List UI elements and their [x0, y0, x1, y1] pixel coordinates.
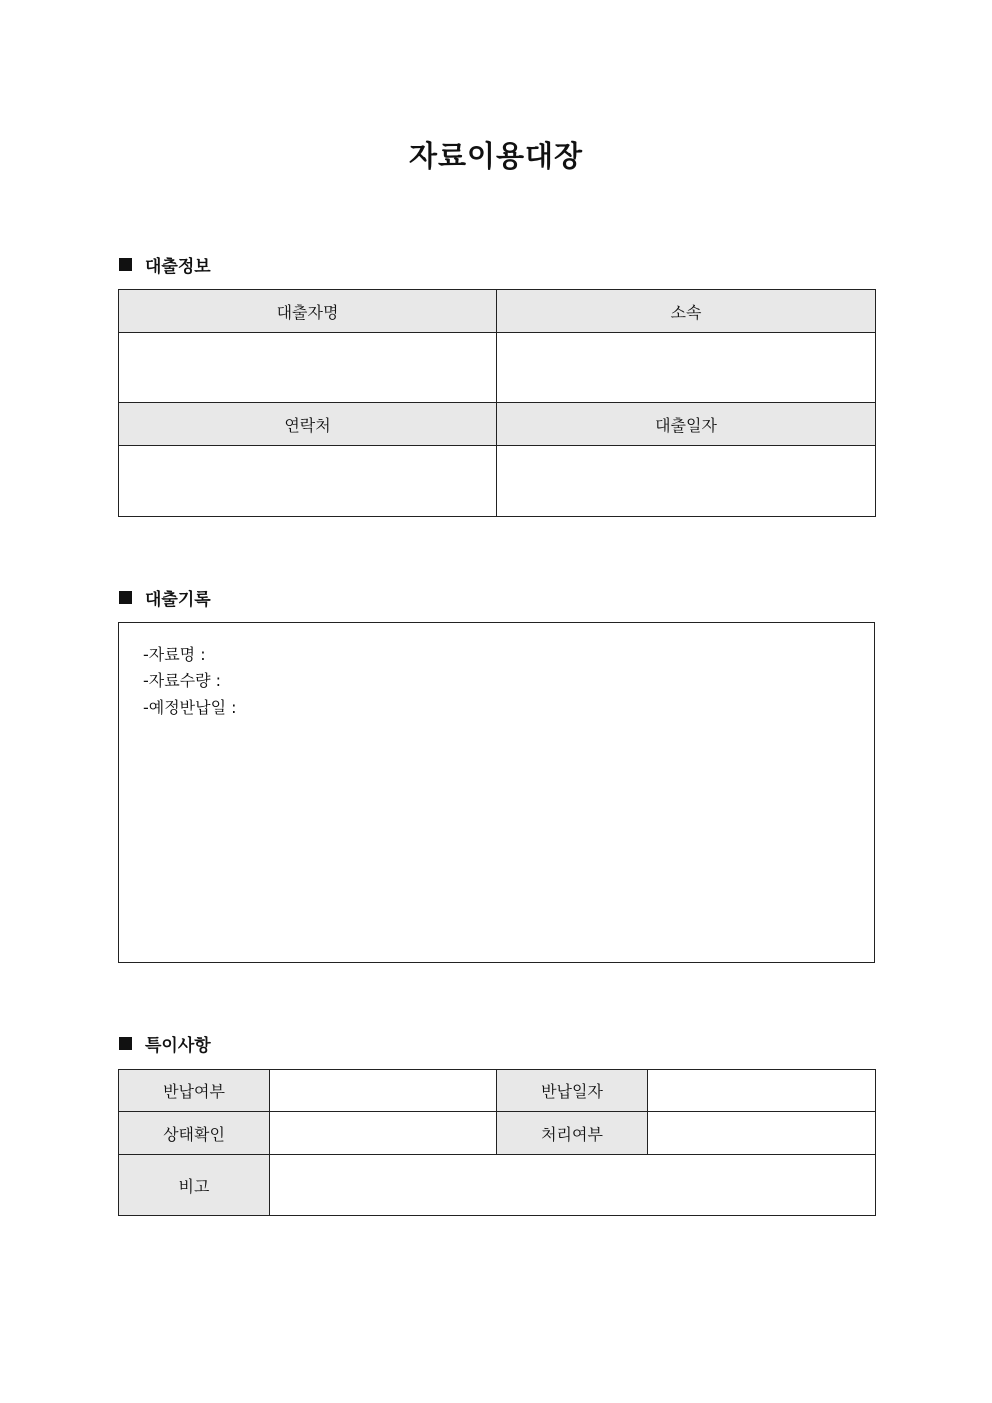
- return-status-field[interactable]: [270, 1070, 497, 1112]
- contact-field[interactable]: [119, 446, 497, 517]
- affiliation-label: 소속: [497, 290, 876, 333]
- loan-record-heading: [119, 585, 211, 609]
- condition-check-field[interactable]: [270, 1112, 497, 1155]
- loan-date-label: 대출일자: [497, 403, 876, 446]
- loan-info-heading: [119, 252, 211, 276]
- remarks-table: [118, 1069, 876, 1216]
- remarks-heading: [119, 1031, 211, 1055]
- loan-info-heading-text: 대출정보: [145, 256, 211, 277]
- condition-check-label: 상태확인: [119, 1112, 270, 1155]
- square-bullet-icon: [119, 258, 132, 271]
- return-status-label: 반납여부: [119, 1070, 270, 1112]
- processing-status-label: 처리여부: [497, 1112, 648, 1155]
- loan-record-heading-text: 대출기록: [145, 589, 211, 610]
- loan-date-field[interactable]: [497, 446, 876, 517]
- loan-info-table: [118, 289, 876, 517]
- return-date-field[interactable]: [648, 1070, 876, 1112]
- return-date-label: 반납일자: [497, 1070, 648, 1112]
- material-quantity-line: -자료수량 :: [143, 671, 222, 690]
- expected-return-line: -예정반납일 :: [143, 698, 237, 717]
- page-title: 자료이용대장: [408, 139, 584, 173]
- note-label: 비고: [119, 1155, 270, 1216]
- loan-record-box[interactable]: [118, 622, 875, 963]
- square-bullet-icon: [119, 591, 132, 604]
- borrower-name-field[interactable]: [119, 333, 497, 403]
- note-field[interactable]: [270, 1155, 876, 1216]
- borrower-name-label: 대출자명: [119, 290, 497, 333]
- processing-status-field[interactable]: [648, 1112, 876, 1155]
- affiliation-field[interactable]: [497, 333, 876, 403]
- square-bullet-icon: [119, 1037, 132, 1050]
- material-name-line: -자료명 :: [143, 645, 206, 664]
- remarks-heading-text: 특이사항: [145, 1035, 211, 1056]
- contact-label: 연락처: [119, 403, 497, 446]
